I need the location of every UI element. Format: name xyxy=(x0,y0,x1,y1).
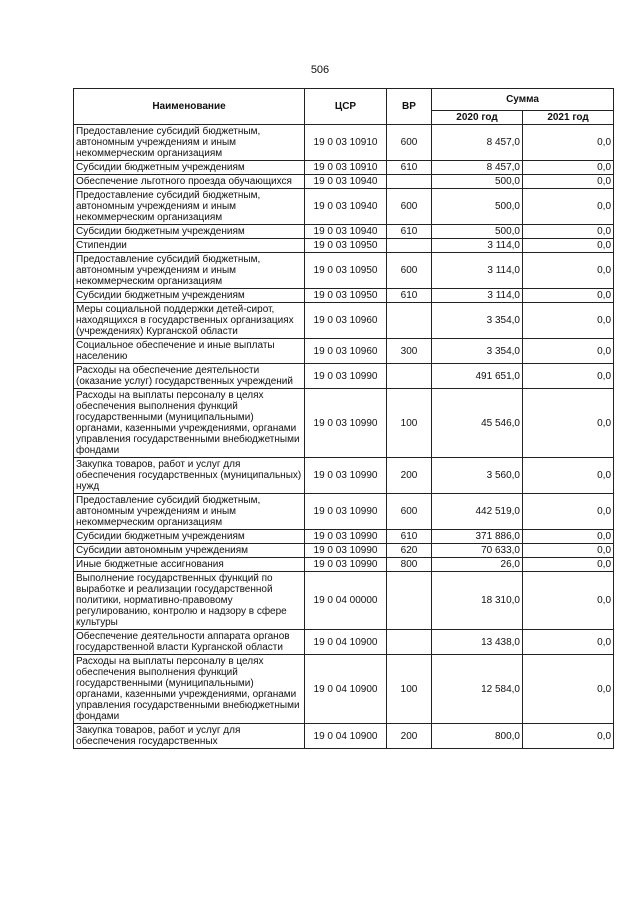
table-row xyxy=(74,558,614,572)
cell-y2020: 8 457,0 xyxy=(432,125,523,161)
cell-y2020: 18 310,0 xyxy=(432,572,523,630)
cell-y2021: 0,0 xyxy=(523,458,614,494)
cell-y2020: 3 354,0 xyxy=(432,339,523,364)
cell-y2020: 500,0 xyxy=(432,189,523,225)
cell-name: Субсидии бюджетным учреждениям xyxy=(74,289,305,303)
cell-vr: 610 xyxy=(387,225,432,239)
cell-name: Меры социальной поддержки детей-сирот, находящихся в государственных организациях (учреждениях) Курганской области xyxy=(74,303,305,339)
cell-csr: 19 0 03 10990 xyxy=(305,389,387,458)
cell-vr xyxy=(387,364,432,389)
cell-y2020: 45 546,0 xyxy=(432,389,523,458)
cell-vr xyxy=(387,239,432,253)
cell-vr xyxy=(387,175,432,189)
cell-csr: 19 0 03 10960 xyxy=(305,303,387,339)
cell-name: Расходы на выплаты персоналу в целях обеспечения выполнения функций государственными (муниципальными) органами, казенными учреждениями, органами управления государственными внебюджетными фондами xyxy=(74,389,305,458)
cell-y2021: 0,0 xyxy=(523,253,614,289)
table-row xyxy=(74,364,614,389)
cell-csr: 19 0 03 10910 xyxy=(305,125,387,161)
table-row xyxy=(74,572,614,630)
cell-y2020: 800,0 xyxy=(432,724,523,749)
table-row xyxy=(74,253,614,289)
cell-vr xyxy=(387,630,432,655)
cell-name: Расходы на обеспечение деятельности (оказание услуг) государственных учреждений xyxy=(74,364,305,389)
table-row xyxy=(74,530,614,544)
cell-csr: 19 0 03 10990 xyxy=(305,494,387,530)
header-vr: ВР xyxy=(387,89,432,125)
cell-name: Закупка товаров, работ и услуг для обеспечения государственных xyxy=(74,724,305,749)
cell-vr: 200 xyxy=(387,724,432,749)
cell-csr: 19 0 03 10950 xyxy=(305,239,387,253)
header-year-2021: 2021 год xyxy=(523,111,614,125)
cell-y2021: 0,0 xyxy=(523,364,614,389)
table-row xyxy=(74,289,614,303)
cell-vr: 610 xyxy=(387,161,432,175)
cell-y2020: 3 114,0 xyxy=(432,239,523,253)
cell-csr: 19 0 03 10990 xyxy=(305,544,387,558)
cell-y2020: 26,0 xyxy=(432,558,523,572)
cell-y2020: 3 114,0 xyxy=(432,289,523,303)
cell-csr: 19 0 03 10990 xyxy=(305,364,387,389)
cell-y2020: 13 438,0 xyxy=(432,630,523,655)
cell-y2020: 3 114,0 xyxy=(432,253,523,289)
cell-y2021: 0,0 xyxy=(523,239,614,253)
table-row xyxy=(74,724,614,749)
table-row xyxy=(74,175,614,189)
cell-y2020: 491 651,0 xyxy=(432,364,523,389)
cell-y2021: 0,0 xyxy=(523,494,614,530)
cell-y2020: 3 560,0 xyxy=(432,458,523,494)
cell-vr: 600 xyxy=(387,494,432,530)
cell-vr: 300 xyxy=(387,339,432,364)
cell-y2021: 0,0 xyxy=(523,572,614,630)
cell-y2021: 0,0 xyxy=(523,125,614,161)
cell-csr: 19 0 03 10950 xyxy=(305,253,387,289)
cell-y2020: 3 354,0 xyxy=(432,303,523,339)
cell-csr: 19 0 04 10900 xyxy=(305,630,387,655)
cell-name: Социальное обеспечение и иные выплаты населению xyxy=(74,339,305,364)
cell-name: Выполнение государственных функций по выработке и реализации государственной политики, нормативно-правовому регулированию, контролю и надзору в сфере культуры xyxy=(74,572,305,630)
cell-y2021: 0,0 xyxy=(523,339,614,364)
cell-y2021: 0,0 xyxy=(523,175,614,189)
cell-y2020: 8 457,0 xyxy=(432,161,523,175)
cell-csr: 19 0 03 10990 xyxy=(305,458,387,494)
cell-csr: 19 0 04 10900 xyxy=(305,724,387,749)
table-row xyxy=(74,189,614,225)
table-row xyxy=(74,339,614,364)
table-row xyxy=(74,389,614,458)
cell-vr: 800 xyxy=(387,558,432,572)
cell-y2021: 0,0 xyxy=(523,558,614,572)
budget-table xyxy=(73,88,614,749)
cell-vr: 600 xyxy=(387,189,432,225)
table-row xyxy=(74,544,614,558)
cell-csr: 19 0 03 10940 xyxy=(305,189,387,225)
cell-csr: 19 0 03 10910 xyxy=(305,161,387,175)
cell-name: Расходы на выплаты персоналу в целях обеспечения выполнения функций государственными (муниципальными) органами, казенными учреждениями, органами управления государственными внебюджетными фондами xyxy=(74,655,305,724)
table-row xyxy=(74,225,614,239)
cell-csr: 19 0 03 10950 xyxy=(305,289,387,303)
cell-name: Иные бюджетные ассигнования xyxy=(74,558,305,572)
cell-y2020: 500,0 xyxy=(432,225,523,239)
cell-vr: 620 xyxy=(387,544,432,558)
table-row xyxy=(74,161,614,175)
header-year-2020: 2020 год xyxy=(432,111,523,125)
cell-y2020: 70 633,0 xyxy=(432,544,523,558)
cell-name: Предоставление субсидий бюджетным, автономным учреждениям и иным некоммерческим организациям xyxy=(74,253,305,289)
table-row xyxy=(74,458,614,494)
cell-csr: 19 0 03 10990 xyxy=(305,530,387,544)
cell-vr: 600 xyxy=(387,125,432,161)
cell-name: Обеспечение льготного проезда обучающихся xyxy=(74,175,305,189)
cell-name: Субсидии бюджетным учреждениям xyxy=(74,530,305,544)
table-row xyxy=(74,125,614,161)
cell-vr: 600 xyxy=(387,253,432,289)
cell-name: Субсидии бюджетным учреждениям xyxy=(74,225,305,239)
header-csr: ЦСР xyxy=(305,89,387,125)
table-row xyxy=(74,239,614,253)
cell-vr xyxy=(387,572,432,630)
cell-y2020: 12 584,0 xyxy=(432,655,523,724)
cell-y2020: 371 886,0 xyxy=(432,530,523,544)
cell-y2021: 0,0 xyxy=(523,724,614,749)
cell-name: Предоставление субсидий бюджетным, автономным учреждениям и иным некоммерческим организациям xyxy=(74,189,305,225)
cell-csr: 19 0 04 10900 xyxy=(305,655,387,724)
cell-vr xyxy=(387,303,432,339)
table-row xyxy=(74,655,614,724)
cell-csr: 19 0 03 10940 xyxy=(305,225,387,239)
cell-vr: 610 xyxy=(387,289,432,303)
cell-name: Обеспечение деятельности аппарата органов государственной власти Курганской области xyxy=(74,630,305,655)
cell-y2020: 442 519,0 xyxy=(432,494,523,530)
cell-y2020: 500,0 xyxy=(432,175,523,189)
cell-csr: 19 0 03 10940 xyxy=(305,175,387,189)
cell-name: Предоставление субсидий бюджетным, автономным учреждениям и иным некоммерческим организациям xyxy=(74,494,305,530)
header-sum: Сумма xyxy=(432,89,614,111)
cell-csr: 19 0 04 00000 xyxy=(305,572,387,630)
cell-name: Субсидии автономным учреждениям xyxy=(74,544,305,558)
cell-csr: 19 0 03 10960 xyxy=(305,339,387,364)
table-body xyxy=(74,125,614,749)
cell-y2021: 0,0 xyxy=(523,189,614,225)
cell-csr: 19 0 03 10990 xyxy=(305,558,387,572)
header-name: Наименование xyxy=(74,89,305,125)
table-row xyxy=(74,303,614,339)
cell-y2021: 0,0 xyxy=(523,389,614,458)
cell-name: Субсидии бюджетным учреждениям xyxy=(74,161,305,175)
cell-y2021: 0,0 xyxy=(523,630,614,655)
cell-y2021: 0,0 xyxy=(523,655,614,724)
table-row xyxy=(74,630,614,655)
cell-name: Стипендии xyxy=(74,239,305,253)
cell-vr: 610 xyxy=(387,530,432,544)
cell-y2021: 0,0 xyxy=(523,544,614,558)
table-row xyxy=(74,494,614,530)
cell-name: Закупка товаров, работ и услуг для обеспечения государственных (муниципальных) нужд xyxy=(74,458,305,494)
cell-y2021: 0,0 xyxy=(523,161,614,175)
cell-y2021: 0,0 xyxy=(523,225,614,239)
cell-y2021: 0,0 xyxy=(523,289,614,303)
cell-y2021: 0,0 xyxy=(523,303,614,339)
cell-name: Предоставление субсидий бюджетным, автономным учреждениям и иным некоммерческим организациям xyxy=(74,125,305,161)
cell-y2021: 0,0 xyxy=(523,530,614,544)
cell-vr: 100 xyxy=(387,389,432,458)
cell-vr: 100 xyxy=(387,655,432,724)
cell-vr: 200 xyxy=(387,458,432,494)
page-number: 506 xyxy=(310,64,330,76)
